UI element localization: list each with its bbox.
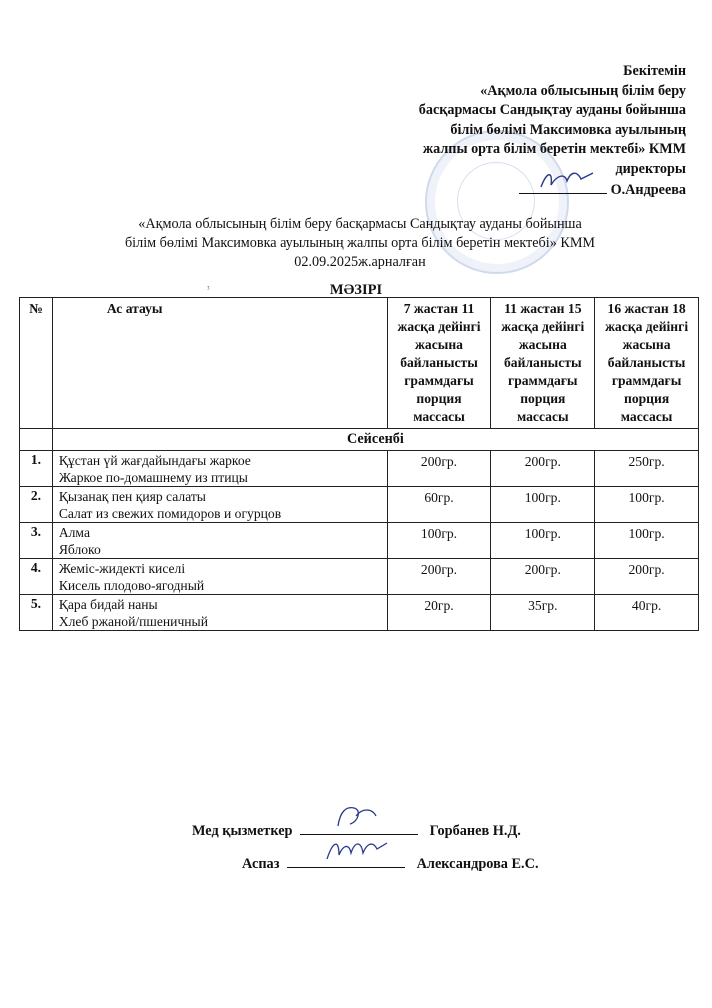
table-header-row (20, 298, 699, 429)
medical-signature (332, 802, 382, 832)
dish-name-kz: Алма (58, 525, 90, 540)
portion-age-7-11: 60гр. (387, 487, 491, 523)
organization-block (60, 215, 660, 272)
row-number: 1. (20, 451, 53, 487)
signature-role: Мед қызметкер (192, 823, 293, 839)
director-signature (537, 167, 597, 193)
portion-age-16-18: 40гр. (595, 595, 699, 631)
portion-age-7-11: 20гр. (387, 595, 491, 631)
approval-line: Бекітемін (623, 63, 686, 79)
header-age-16-18: 16 жастан 18 жасқа дейінгі жасына байланысты граммдағы порция массасы (595, 298, 699, 429)
table-row (20, 595, 699, 631)
dish-name-ru: Хлеб ржаной/пшеничный (58, 614, 208, 629)
menu-date: 02.09.2025ж.арналған (294, 254, 426, 270)
portion-age-7-11: 200гр. (387, 451, 491, 487)
portion-age-11-15: 200гр. (491, 451, 595, 487)
portion-age-11-15: 100гр. (491, 523, 595, 559)
day-spacer (20, 429, 53, 451)
approval-block (266, 62, 686, 201)
row-number: 2. (20, 487, 53, 523)
table-row (20, 523, 699, 559)
dish-name-ru: Яблоко (58, 542, 101, 557)
dish-name (52, 487, 387, 523)
approval-line: білім бөлімі Максимовка ауылының (450, 121, 686, 138)
dish-name-ru: Кисель плодово-ягодный (58, 578, 205, 593)
dish-name (52, 523, 387, 559)
organization-line: білім бөлімі Максимовка ауылының жалпы орта білім беретін мектебі» КММ (124, 235, 596, 251)
portion-age-11-15: 100гр. (491, 487, 595, 523)
table-row (20, 451, 699, 487)
director-signature-line (519, 179, 607, 194)
portion-age-7-11: 200гр. (387, 559, 491, 595)
portion-age-16-18: 100гр. (595, 487, 699, 523)
signature-row-cook (242, 853, 539, 873)
dish-name-kz: Қызанақ пен қияр салаты (58, 489, 206, 504)
scan-mark: ᶾ (207, 283, 210, 293)
day-label: Сейсенбі (52, 429, 698, 451)
approval-line: «Ақмола облысының білім беру (480, 82, 686, 99)
dish-name (52, 451, 387, 487)
table-row (20, 559, 699, 595)
row-number: 3. (20, 523, 53, 559)
portion-age-11-15: 200гр. (491, 559, 595, 595)
row-number: 4. (20, 559, 53, 595)
dish-name-ru: Салат из свежих помидоров и огурцов (58, 506, 282, 521)
document-title: МӘЗІРІ (329, 282, 383, 298)
signature-role: Аспаз (242, 856, 280, 872)
menu-table (19, 297, 699, 631)
approval-line: басқармасы Сандықтау ауданы бойынша (418, 102, 686, 118)
header-number: № (20, 298, 53, 429)
portion-age-7-11: 100гр. (387, 523, 491, 559)
signature-name: Горбанев Н.Д. (429, 823, 521, 839)
signature-line (287, 853, 405, 868)
day-row (20, 429, 699, 451)
header-age-11-15: 11 жастан 15 жасқа дейінгі жасына байланысты граммдағы порция массасы (491, 298, 595, 429)
director-name: О.Андреева (610, 182, 686, 198)
row-number: 5. (20, 595, 53, 631)
portion-age-16-18: 200гр. (595, 559, 699, 595)
portion-age-16-18: 250гр. (595, 451, 699, 487)
approval-line: директоры (615, 160, 686, 177)
cook-signature (323, 835, 393, 865)
table-row (20, 487, 699, 523)
organization-line: «Ақмола облысының білім беру басқармасы Сандықтау ауданы бойынша (138, 216, 582, 232)
portion-age-11-15: 35гр. (491, 595, 595, 631)
dish-name-ru: Жаркое по-домашнему из птицы (58, 470, 248, 485)
dish-name (52, 559, 387, 595)
dish-name-kz: Қара бидай наны (58, 597, 158, 612)
signature-name: Александрова Е.С. (416, 856, 539, 872)
dish-name (52, 595, 387, 631)
header-age-7-11: 7 жастан 11 жасқа дейінгі жасына байланысты граммдағы порция массасы (387, 298, 491, 429)
portion-age-16-18: 100гр. (595, 523, 699, 559)
approval-signature-row (266, 179, 686, 201)
header-dish-name: Ас атауы (52, 298, 387, 429)
dish-name-kz: Жеміс-жидекті киселі (58, 561, 186, 576)
signature-line (300, 820, 418, 835)
dish-name-kz: Құстан үй жағдайындағы жаркое (58, 453, 251, 468)
approval-line: жалпы орта білім беретін мектебі» КММ (422, 141, 686, 157)
